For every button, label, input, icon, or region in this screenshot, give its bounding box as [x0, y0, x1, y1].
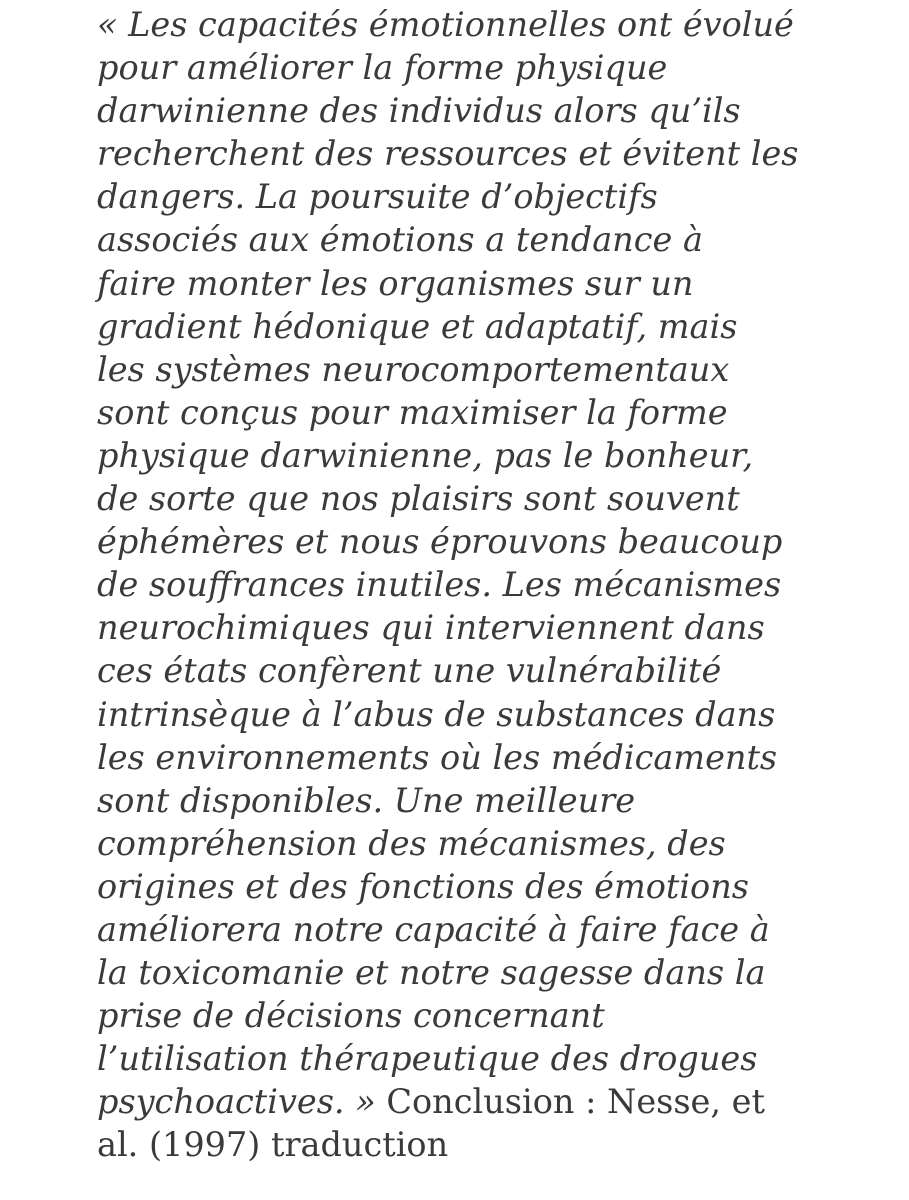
quote-closing-text: psychoactives. » — [97, 1082, 376, 1122]
quote-line: sont conçus pour maximiser la forme — [97, 392, 728, 432]
quote-line: les environnements où les médicaments — [97, 737, 778, 777]
quote-line: éphémères et nous éprouvons beaucoup — [97, 522, 783, 562]
quote-line: prise de décisions concernant — [97, 996, 605, 1036]
quote-line: dangers. La poursuite d’objectifs — [97, 177, 658, 217]
quote-line: origines et des fonctions des émotions — [97, 866, 749, 906]
quote-line: pour améliorer la forme physique — [97, 48, 668, 88]
quote-line: ces états confèrent une vulnérabilité — [97, 651, 722, 691]
quote-line: les systèmes neurocomportementaux — [97, 349, 730, 389]
quote-line: faire monter les organismes sur un — [97, 263, 694, 303]
quote-line: sont disponibles. Une meilleure — [97, 780, 636, 820]
quote-line: intrinsèque à l’abus de substances dans — [97, 694, 776, 734]
quote-line: physique darwinienne, pas le bonheur, — [97, 435, 754, 475]
citation-final-line: al. (1997) traduction — [97, 1125, 449, 1165]
quote-line: de souffrances inutiles. Les mécanismes — [97, 565, 782, 605]
quote-line: recherchent des ressources et évitent les — [97, 134, 799, 174]
quote-line: gradient hédonique et adaptatif, mais — [97, 306, 738, 346]
quote-line: de sorte que nos plaisirs sont souvent — [97, 479, 740, 519]
quote-line: darwinienne des individus alors qu’ils — [97, 91, 741, 131]
citation-inline: Conclusion : Nesse, et — [375, 1082, 765, 1122]
quote-line: « Les capacités émotionnelles ont évolué — [97, 5, 794, 44]
quote-line: améliorera notre capacité à faire face à — [97, 909, 770, 949]
quote-document — [97, 3, 887, 1167]
quote-line: associés aux émotions a tendance à — [97, 220, 703, 260]
quote-line: l’utilisation thérapeutique des drogues — [97, 1039, 758, 1079]
quote-line: compréhension des mécanismes, des — [97, 823, 726, 863]
quote-closing-line — [97, 1080, 887, 1123]
quote-line: neurochimiques qui interviennent dans — [97, 608, 765, 648]
quote-line: la toxicomanie et notre sagesse dans la — [97, 953, 766, 993]
